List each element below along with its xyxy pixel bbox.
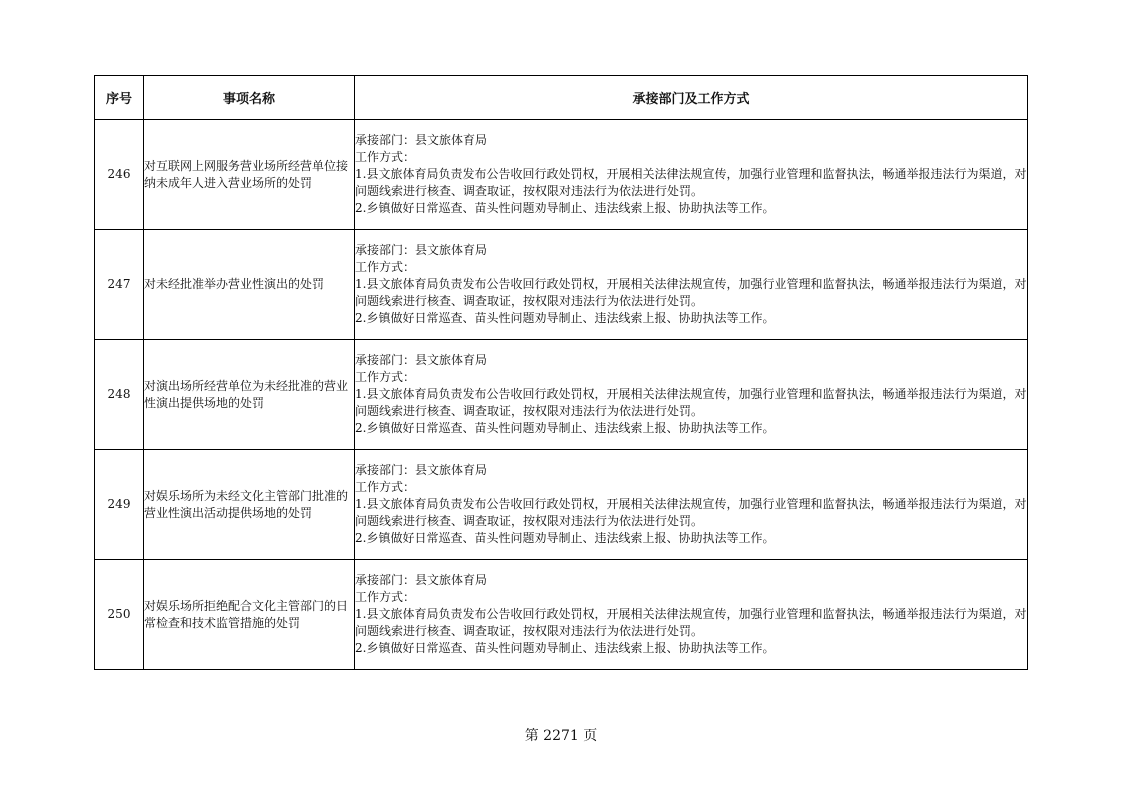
work-item-1: 1.县文旅体育局负责发布公告收回行政处罚权，开展相关法律法规宣传，加强行业管理和监督执法，畅通举报违法行为渠道，对问题线索进行核查、调查取证，按权限对违法行为依法进行处罚。 — [355, 167, 1027, 198]
work-description — [355, 120, 1028, 230]
department-line: 承接部门：县文旅体育局 — [355, 243, 488, 257]
row-number: 246 — [95, 120, 144, 230]
table-row — [95, 230, 1028, 340]
department-line: 承接部门：县文旅体育局 — [355, 573, 488, 587]
department-line: 承接部门：县文旅体育局 — [355, 133, 488, 147]
work-description — [355, 560, 1028, 670]
work-item-2: 2.乡镇做好日常巡查、苗头性问题劝导制止、违法线索上报、协助执法等工作。 — [355, 531, 775, 545]
row-number: 248 — [95, 340, 144, 450]
page-number: 第 2271 页 — [524, 728, 598, 744]
work-item-2: 2.乡镇做好日常巡查、苗头性问题劝导制止、违法线索上报、协助执法等工作。 — [355, 311, 775, 325]
table-row — [95, 120, 1028, 230]
item-name: 对娱乐场所为未经文化主管部门批准的营业性演出活动提供场地的处罚 — [144, 450, 355, 560]
item-name: 对娱乐场所拒绝配合文化主管部门的日常检查和技术监管措施的处罚 — [144, 560, 355, 670]
work-mode-label: 工作方式： — [355, 590, 416, 604]
work-description — [355, 230, 1028, 340]
work-description — [355, 450, 1028, 560]
work-mode-label: 工作方式： — [355, 150, 416, 164]
work-item-1: 1.县文旅体育局负责发布公告收回行政处罚权，开展相关法律法规宣传，加强行业管理和监督执法，畅通举报违法行为渠道，对问题线索进行核查、调查取证，按权限对违法行为依法进行处罚。 — [355, 607, 1027, 638]
item-name: 对互联网上网服务营业场所经营单位接纳未成年人进入营业场所的处罚 — [144, 120, 355, 230]
department-line: 承接部门：县文旅体育局 — [355, 353, 488, 367]
header-department-and-method: 承接部门及工作方式 — [355, 76, 1028, 120]
table-header-row — [95, 76, 1028, 120]
work-description — [355, 340, 1028, 450]
work-mode-label: 工作方式： — [355, 260, 416, 274]
work-item-2: 2.乡镇做好日常巡查、苗头性问题劝导制止、违法线索上报、协助执法等工作。 — [355, 201, 775, 215]
header-item-name: 事项名称 — [144, 76, 355, 120]
row-number: 247 — [95, 230, 144, 340]
row-number: 250 — [95, 560, 144, 670]
department-line: 承接部门：县文旅体育局 — [355, 463, 488, 477]
work-item-1: 1.县文旅体育局负责发布公告收回行政处罚权，开展相关法律法规宣传，加强行业管理和监督执法，畅通举报违法行为渠道，对问题线索进行核查、调查取证，按权限对违法行为依法进行处罚。 — [355, 277, 1027, 308]
work-mode-label: 工作方式： — [355, 370, 416, 384]
item-name: 对演出场所经营单位为未经批准的营业性演出提供场地的处罚 — [144, 340, 355, 450]
work-item-2: 2.乡镇做好日常巡查、苗头性问题劝导制止、违法线索上报、协助执法等工作。 — [355, 641, 775, 655]
work-mode-label: 工作方式： — [355, 480, 416, 494]
item-name: 对未经批准举办营业性演出的处罚 — [144, 230, 355, 340]
work-item-2: 2.乡镇做好日常巡查、苗头性问题劝导制止、违法线索上报、协助执法等工作。 — [355, 421, 775, 435]
responsibility-table — [94, 75, 1028, 670]
table-row — [95, 450, 1028, 560]
table-row — [95, 560, 1028, 670]
header-serial-number: 序号 — [95, 76, 144, 120]
row-number: 249 — [95, 450, 144, 560]
work-item-1: 1.县文旅体育局负责发布公告收回行政处罚权，开展相关法律法规宣传，加强行业管理和监督执法，畅通举报违法行为渠道，对问题线索进行核查、调查取证，按权限对违法行为依法进行处罚。 — [355, 497, 1027, 528]
table-row — [95, 340, 1028, 450]
work-item-1: 1.县文旅体育局负责发布公告收回行政处罚权，开展相关法律法规宣传，加强行业管理和监督执法，畅通举报违法行为渠道，对问题线索进行核查、调查取证，按权限对违法行为依法进行处罚。 — [355, 387, 1027, 418]
